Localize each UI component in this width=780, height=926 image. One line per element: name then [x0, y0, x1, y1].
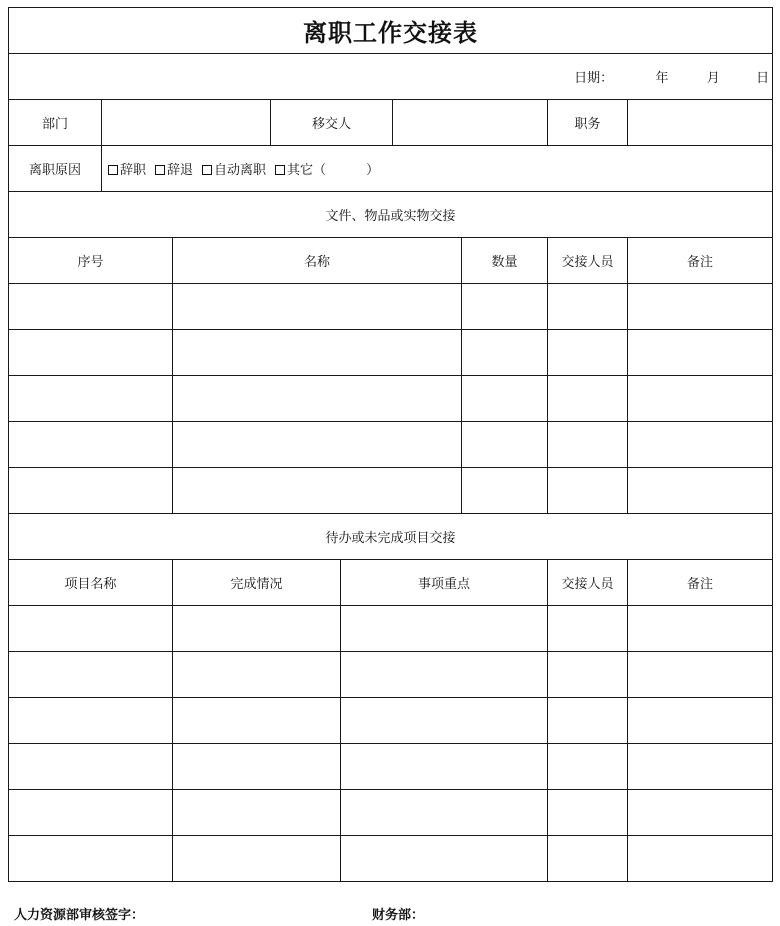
table-cell[interactable]	[548, 652, 628, 698]
checkbox-icon[interactable]	[275, 165, 285, 175]
table-cell[interactable]	[9, 330, 173, 376]
col-header-remarks: 备注	[628, 560, 773, 606]
table-cell[interactable]	[462, 330, 548, 376]
table-cell[interactable]	[9, 652, 173, 698]
table-cell[interactable]	[9, 606, 173, 652]
handover-person-label: 移交人	[271, 100, 393, 146]
handover-table	[8, 7, 773, 882]
col-header-name: 名称	[173, 238, 462, 284]
table-cell[interactable]	[462, 376, 548, 422]
reason-option-dismissed[interactable]: 辞退	[155, 159, 193, 178]
table-cell[interactable]	[548, 698, 628, 744]
table-cell[interactable]	[9, 790, 173, 836]
table-cell[interactable]	[548, 376, 628, 422]
date-row	[9, 54, 773, 100]
table-cell[interactable]	[9, 284, 173, 330]
table-cell[interactable]	[628, 652, 773, 698]
date-label: 日期：	[574, 71, 614, 86]
table-cell[interactable]	[173, 652, 341, 698]
title-row	[9, 8, 773, 54]
table-cell[interactable]	[628, 330, 773, 376]
table-cell[interactable]	[341, 744, 548, 790]
table-cell[interactable]	[173, 698, 341, 744]
finance-label: 财务部：	[372, 908, 425, 923]
department-field[interactable]	[102, 100, 271, 146]
table-cell[interactable]	[9, 836, 173, 882]
table-row	[9, 652, 773, 698]
table-cell[interactable]	[548, 790, 628, 836]
table-cell[interactable]	[548, 836, 628, 882]
section1-title: 文件、物品或实物交接	[9, 192, 773, 238]
date-cell[interactable]	[9, 54, 773, 100]
table-cell[interactable]	[548, 468, 628, 514]
table-cell[interactable]	[341, 836, 548, 882]
col-header-handover-staff: 交接人员	[548, 560, 628, 606]
col-header-remarks: 备注	[628, 238, 773, 284]
table-row	[9, 422, 773, 468]
table-cell[interactable]	[173, 284, 462, 330]
reason-option-resign[interactable]: 辞职	[108, 159, 146, 178]
position-field[interactable]	[628, 100, 773, 146]
form-title: 离职工作交接表	[9, 8, 773, 54]
table-cell[interactable]	[628, 284, 773, 330]
table-row	[9, 790, 773, 836]
department-label: 部门	[9, 100, 102, 146]
checkbox-icon[interactable]	[202, 165, 212, 175]
table-cell[interactable]	[341, 790, 548, 836]
section2-header-row	[9, 560, 773, 606]
table-row	[9, 330, 773, 376]
reason-label: 离职原因	[9, 146, 102, 192]
info-row	[9, 100, 773, 146]
table-cell[interactable]	[9, 744, 173, 790]
table-cell[interactable]	[628, 376, 773, 422]
reason-option-other[interactable]: 其它（ ）	[275, 159, 379, 178]
table-cell[interactable]	[173, 744, 341, 790]
hr-signature-label: 人力资源部审核签字：	[14, 908, 145, 923]
checkbox-icon[interactable]	[155, 165, 165, 175]
table-cell[interactable]	[628, 790, 773, 836]
table-cell[interactable]	[628, 468, 773, 514]
table-cell[interactable]	[548, 284, 628, 330]
table-row	[9, 606, 773, 652]
reason-options	[102, 146, 773, 192]
col-header-handover-staff: 交接人员	[548, 238, 628, 284]
date-month: 月	[706, 71, 720, 86]
section1-header-row	[9, 238, 773, 284]
col-header-quantity: 数量	[462, 238, 548, 284]
section2-title: 待办或未完成项目交接	[9, 514, 773, 560]
handover-person-field[interactable]	[393, 100, 548, 146]
table-cell[interactable]	[462, 468, 548, 514]
table-cell[interactable]	[9, 698, 173, 744]
table-cell[interactable]	[173, 606, 341, 652]
table-cell[interactable]	[628, 744, 773, 790]
handover-form	[8, 7, 772, 882]
table-cell[interactable]	[628, 422, 773, 468]
col-header-serial: 序号	[9, 238, 173, 284]
table-cell[interactable]	[341, 652, 548, 698]
table-cell[interactable]	[628, 606, 773, 652]
table-cell[interactable]	[173, 422, 462, 468]
table-cell[interactable]	[9, 376, 173, 422]
table-cell[interactable]	[173, 330, 462, 376]
table-cell[interactable]	[628, 836, 773, 882]
checkbox-icon[interactable]	[108, 165, 118, 175]
table-cell[interactable]	[9, 468, 173, 514]
section2-title-row	[9, 514, 773, 560]
table-cell[interactable]	[9, 422, 173, 468]
table-cell[interactable]	[462, 422, 548, 468]
table-cell[interactable]	[628, 698, 773, 744]
table-cell[interactable]	[548, 606, 628, 652]
table-cell[interactable]	[341, 698, 548, 744]
section1-title-row	[9, 192, 773, 238]
table-cell[interactable]	[548, 422, 628, 468]
table-cell[interactable]	[462, 284, 548, 330]
table-row	[9, 836, 773, 882]
table-row	[9, 284, 773, 330]
date-year: 年	[655, 71, 669, 86]
table-cell[interactable]	[173, 790, 341, 836]
col-header-project-name: 项目名称	[9, 560, 173, 606]
position-label: 职务	[548, 100, 628, 146]
date-day: 日	[756, 71, 770, 86]
table-cell[interactable]	[548, 744, 628, 790]
table-row	[9, 744, 773, 790]
table-row	[9, 698, 773, 744]
table-cell[interactable]	[173, 836, 341, 882]
table-cell[interactable]	[341, 606, 548, 652]
reason-option-voluntary-leave[interactable]: 自动离职	[202, 159, 266, 178]
col-header-completion-status: 完成情况	[173, 560, 341, 606]
reason-row	[9, 146, 773, 192]
table-cell[interactable]	[548, 330, 628, 376]
table-cell[interactable]	[173, 468, 462, 514]
table-row	[9, 468, 773, 514]
table-row	[9, 376, 773, 422]
table-cell[interactable]	[173, 376, 462, 422]
col-header-key-points: 事项重点	[341, 560, 548, 606]
